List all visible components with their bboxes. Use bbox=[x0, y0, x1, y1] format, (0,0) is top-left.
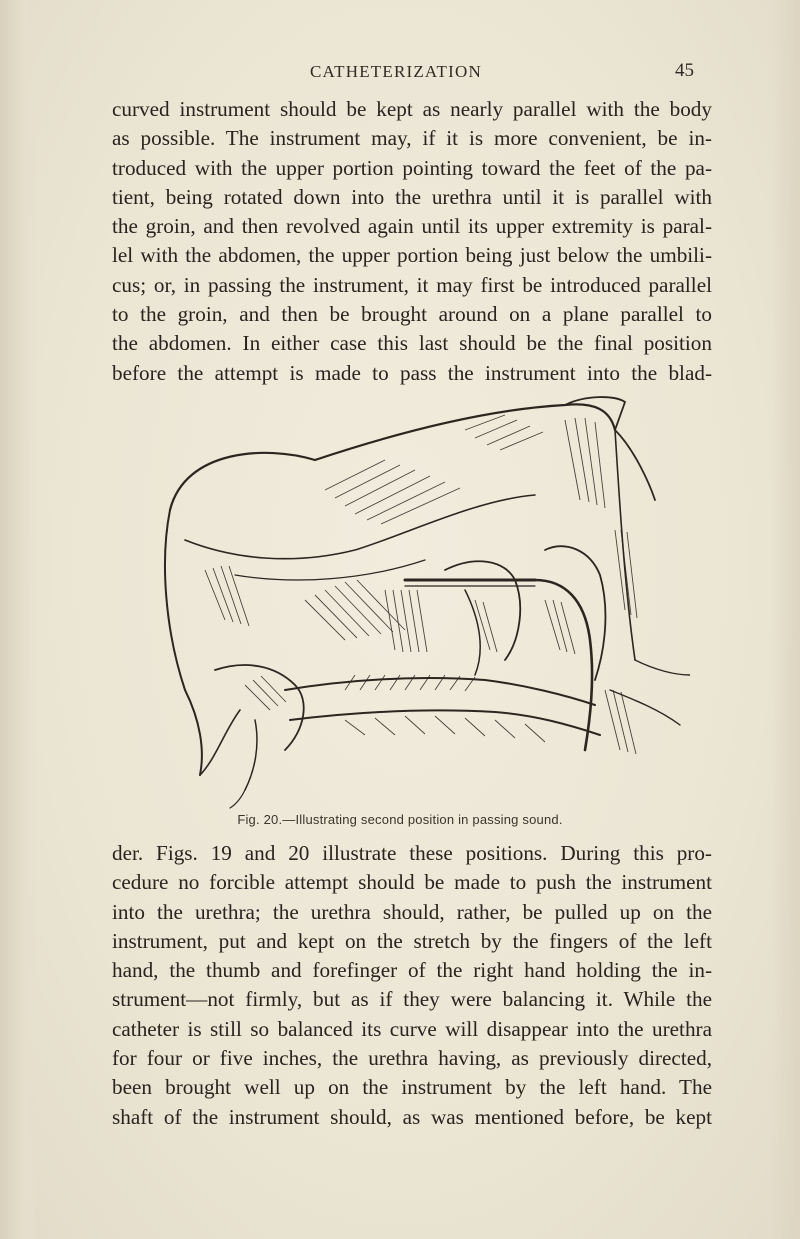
running-head: CATHETERIZATION bbox=[310, 62, 482, 81]
text-line: shaft of the instrument should, as was mentioned before, be kept bbox=[112, 1104, 712, 1129]
text-line: der. Figs. 19 and 20 illustrate these positions. During this pro- bbox=[112, 841, 712, 865]
text-line: catheter is still so balanced its curve will disappear into the urethra bbox=[112, 1016, 712, 1041]
text-line: cedure no forcible attempt should be made to push the instrument bbox=[112, 870, 712, 895]
illustration-drawing bbox=[145, 390, 690, 810]
paragraph-after-figure bbox=[112, 839, 712, 1132]
text-line: strument—not firmly, but as if they were balancing it. While the bbox=[112, 987, 712, 1012]
text-line: into the urethra; the urethra should, rather, be pulled up on the bbox=[112, 899, 712, 924]
anatomical-illustration bbox=[145, 390, 690, 810]
text-line: to the groin, and then be brought around on a plane parallel to bbox=[112, 302, 712, 327]
text-line: the abdomen. In either case this last should be the final position bbox=[112, 331, 712, 356]
text-line: for four or five inches, the urethra having, as previously directed, bbox=[112, 1046, 712, 1071]
text-line: the groin, and then revolved again until its upper extremity is paral- bbox=[112, 214, 712, 239]
text-line: curved instrument should be kept as nearly parallel with the body bbox=[112, 97, 712, 121]
text-line: tient, being rotated down into the urethra until it is parallel with bbox=[112, 184, 712, 209]
text-line: lel with the abdomen, the upper portion being just below the umbili- bbox=[112, 243, 712, 268]
text-line: instrument, put and kept on the stretch by the fingers of the left bbox=[112, 928, 712, 953]
text-line: before the attempt is made to pass the instrument into the blad- bbox=[112, 360, 712, 385]
page-gutter-shadow bbox=[0, 0, 38, 1239]
text-line: been brought well up on the instrument by the left hand. The bbox=[112, 1075, 712, 1100]
page-edge-shadow bbox=[770, 0, 800, 1239]
page-number: 45 bbox=[675, 60, 694, 81]
text-line: as possible. The instrument may, if it is more convenient, be in- bbox=[112, 126, 712, 151]
text-line: troduced with the upper portion pointing toward the feet of the pa- bbox=[112, 155, 712, 180]
text-line: hand, the thumb and forefinger of the right hand holding the in- bbox=[112, 958, 712, 983]
paragraph-before-figure bbox=[112, 95, 712, 388]
text-line: cus; or, in passing the instrument, it may first be introduced parallel bbox=[112, 272, 712, 297]
figure-caption: Fig. 20.—Illustrating second position in passing sound. bbox=[237, 812, 563, 827]
